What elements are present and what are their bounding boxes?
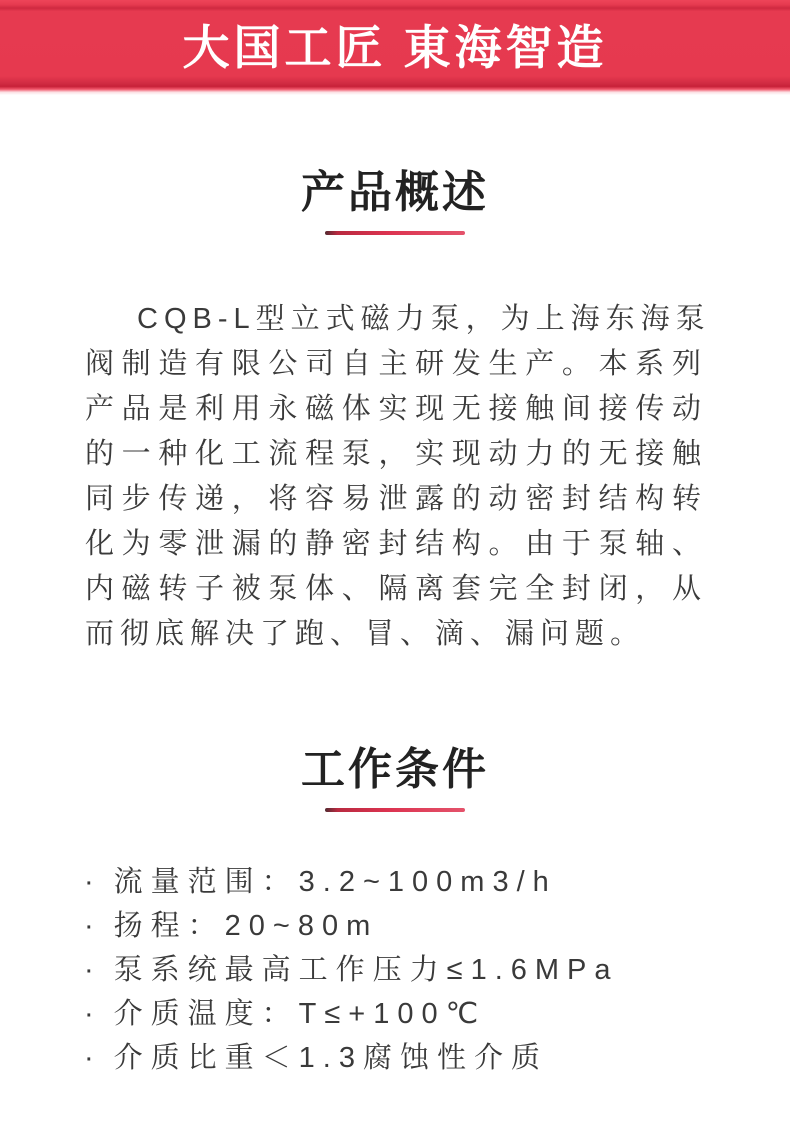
condition-list-item [84, 992, 750, 1036]
overview-paragraph-line: CQB-L型立式磁力泵，为上海东海泵 [137, 303, 711, 335]
top-banner [0, 0, 790, 95]
condition-list-item [84, 1036, 750, 1080]
overview-paragraph-line: 内磁转子被泵体、隔离套完全封闭，从 [85, 573, 707, 605]
bullet-dot-icon: · [84, 1042, 102, 1074]
section-working-conditions [0, 745, 790, 1080]
overview-title-underline [325, 231, 465, 235]
overview-paragraph-line: 化为零泄漏的静密封结构。由于泵轴、 [85, 528, 707, 560]
section-product-overview [0, 168, 790, 657]
condition-item-text: 扬程：20~80m [113, 910, 379, 942]
overview-section-title: 产品概述 [301, 168, 489, 217]
condition-item-text: 流量范围：3.2~100m3/h [113, 866, 557, 898]
overview-paragraph-line: 而彻底解决了跑、冒、滴、漏问题。 [85, 618, 646, 650]
condition-list-item [84, 904, 750, 948]
overview-paragraph-line: 阀制造有限公司自主研发生产。本系列 [85, 348, 707, 380]
condition-list-item [84, 860, 750, 904]
overview-paragraph-line: 同步传递，将容易泄露的动密封结构转 [85, 483, 707, 515]
condition-item-text: 泵系统最高工作压力≤1.6MPa [113, 954, 619, 986]
overview-paragraph-line: 产品是利用永磁体实现无接触间接传动 [85, 393, 707, 425]
condition-list-item [84, 948, 750, 992]
bullet-dot-icon: · [84, 910, 102, 942]
conditions-title-underline [325, 808, 465, 812]
overview-paragraph [85, 297, 711, 657]
bullet-dot-icon: · [84, 998, 102, 1030]
bullet-dot-icon: · [84, 954, 102, 986]
overview-paragraph-line: 的一种化工流程泵，实现动力的无接触 [85, 438, 707, 470]
banner-slogan: 大国工匠 東海智造 [182, 21, 608, 74]
condition-item-text: 介质温度：T≤+100℃ [113, 998, 487, 1030]
conditions-list [84, 860, 750, 1080]
condition-item-text: 介质比重＜1.3腐蚀性介质 [113, 1042, 548, 1074]
conditions-section-title: 工作条件 [301, 745, 489, 794]
bullet-dot-icon: · [84, 866, 102, 898]
